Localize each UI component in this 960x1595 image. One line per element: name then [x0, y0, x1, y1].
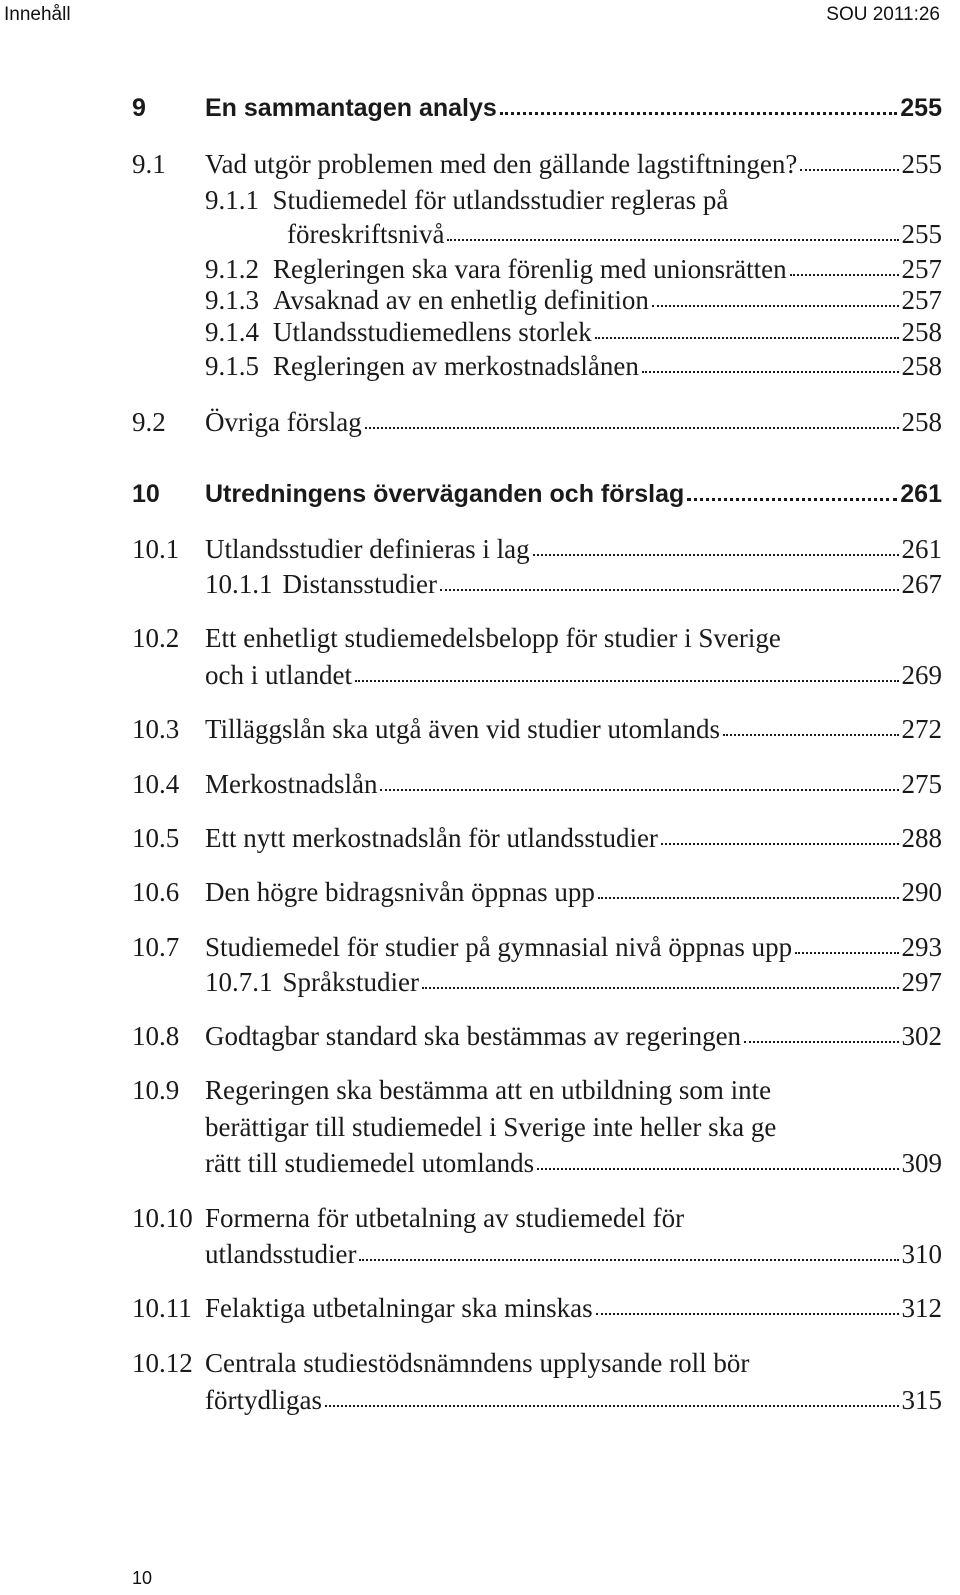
entry-number: 9.1.5 — [205, 351, 259, 381]
entry-number: 10.7.1 — [205, 967, 273, 997]
entry-number: 9.1.3 — [205, 285, 259, 315]
entry-number: 10.11 — [132, 1293, 192, 1323]
entry-title: En sammantagen analys — [205, 94, 497, 122]
entry-title: Den högre bidragsnivån öppnas upp — [205, 877, 595, 907]
entry-title-continued: och i utlandet — [205, 660, 352, 690]
entry-title: Centrala studiestödsnämndens upplysande roll bör — [205, 1348, 750, 1378]
entry-title: Godtagbar standard ska bestämmas av regeringen — [205, 1021, 742, 1051]
dot-leader — [790, 273, 899, 276]
running-header-section: Innehåll — [4, 4, 71, 25]
dot-leader — [795, 951, 898, 954]
entry-page: 257 — [901, 285, 942, 315]
toc-section-10-12-line2[interactable] — [205, 1380, 942, 1420]
entry-title: Ett nytt merkostnadslån för utlandsstudier — [205, 823, 658, 853]
running-header-report-id: SOU 2011:26 — [826, 4, 940, 25]
toc-section-9-1[interactable] — [132, 144, 942, 184]
entry-page: 275 — [901, 769, 942, 799]
entry-number: 10.3 — [132, 714, 180, 744]
dot-leader — [422, 986, 899, 989]
dot-leader — [642, 370, 899, 373]
dot-leader — [537, 1167, 898, 1170]
entry-page: 255 — [900, 94, 942, 122]
entry-title: Utredningens överväganden och förslag — [205, 480, 685, 508]
entry-page: 261 — [901, 534, 942, 564]
entry-number: 9.1 — [132, 149, 166, 179]
dot-leader — [598, 896, 899, 899]
entry-number: 10.1 — [132, 534, 180, 564]
entry-page: 290 — [901, 877, 942, 907]
entry-page: 293 — [901, 932, 942, 962]
entry-title: Studiemedel för studier på gymnasial nivå öppnas upp — [205, 932, 793, 962]
toc-subsection-10-7-1[interactable] — [205, 962, 942, 1002]
entry-title: Regleringen av merkostnadslånen — [273, 351, 639, 381]
entry-title: Regleringen ska vara förenlig med unionsrätten — [273, 254, 787, 284]
dot-leader — [440, 588, 899, 591]
entry-number: 10.5 — [132, 823, 180, 853]
entry-number: 9.1.1 — [205, 185, 259, 215]
dot-leader — [661, 842, 899, 845]
entry-title: Formerna för utbetalning av studiemedel för — [205, 1203, 685, 1233]
entry-page: 288 — [901, 823, 942, 853]
dot-leader — [744, 1040, 898, 1043]
dot-leader — [800, 168, 898, 171]
toc-section-10-11[interactable] — [132, 1288, 942, 1328]
toc-section-9-2[interactable] — [132, 402, 942, 442]
entry-number: 10.1.1 — [205, 569, 273, 599]
entry-title-continued: förtydligas — [205, 1385, 322, 1415]
toc-section-10-6[interactable] — [132, 872, 942, 912]
entry-title: Avsaknad av en enhetlig definition — [273, 285, 649, 315]
entry-page: 261 — [900, 480, 942, 508]
entry-title: Utlandsstudiemedlens storlek — [273, 317, 592, 347]
entry-page: 255 — [901, 219, 942, 249]
entry-title: Regeringen ska bestämma att en utbildning som inte — [205, 1075, 772, 1105]
entry-number: 10.8 — [132, 1021, 180, 1051]
toc-subsection-9-1-1-line2[interactable] — [287, 214, 942, 254]
entry-number: 10.9 — [132, 1075, 180, 1105]
toc-section-10-1[interactable] — [132, 529, 942, 569]
entry-page: 258 — [901, 317, 942, 347]
entry-title: Övriga förslag — [205, 407, 362, 437]
toc-section-10-3[interactable] — [132, 709, 942, 749]
dot-leader — [355, 679, 899, 682]
entry-title-continued: rätt till studiemedel utomlands — [205, 1148, 535, 1178]
toc-section-10-9-line1[interactable] — [132, 1070, 771, 1110]
entry-page: 269 — [901, 660, 942, 690]
dot-leader — [687, 497, 897, 501]
toc-section-10-2-line1[interactable] — [132, 618, 781, 658]
entry-number: 10.7 — [132, 932, 180, 962]
entry-title: Studiemedel för utlandsstudier regleras på — [272, 185, 729, 215]
entry-title: Tilläggslån ska utgå även vid studier utomlands — [205, 714, 720, 744]
dot-leader — [596, 1312, 899, 1315]
entry-number: 9 — [132, 94, 146, 122]
dot-leader — [500, 111, 897, 115]
dot-leader — [533, 553, 899, 556]
entry-number: 10.6 — [132, 877, 180, 907]
entry-page: 255 — [901, 149, 942, 179]
toc-section-10-2-line2[interactable] — [205, 655, 942, 695]
entry-number: 9.1.4 — [205, 317, 259, 347]
toc-section-10-5[interactable] — [132, 818, 942, 858]
entry-number: 9.2 — [132, 407, 166, 437]
entry-title-continued: föreskriftsnivå — [287, 219, 445, 249]
toc-chapter-9[interactable] — [132, 88, 942, 128]
toc-chapter-10[interactable] — [132, 474, 942, 514]
entry-title: Språkstudier — [282, 967, 419, 997]
toc-subsection-9-1-5[interactable] — [205, 346, 942, 386]
toc-section-10-9-line3[interactable] — [205, 1143, 942, 1183]
entry-page: 315 — [901, 1385, 942, 1415]
page-number: 10 — [132, 1568, 153, 1588]
dot-leader — [723, 733, 899, 736]
entry-number: 10 — [132, 480, 160, 508]
dot-leader — [325, 1404, 899, 1407]
dot-leader — [359, 1258, 898, 1261]
entry-title-continued: utlandsstudier — [205, 1239, 357, 1269]
entry-page: 272 — [901, 714, 942, 744]
toc-section-10-8[interactable] — [132, 1016, 942, 1056]
entry-page: 312 — [901, 1293, 942, 1323]
entry-page: 257 — [901, 254, 942, 284]
entry-number: 9.1.2 — [205, 254, 259, 284]
entry-title: Merkostnadslån — [205, 769, 378, 799]
entry-title: Ett enhetligt studiemedelsbelopp för studier i Sverige — [205, 623, 781, 653]
entry-number: 10.12 — [132, 1348, 193, 1378]
dot-leader — [380, 788, 898, 791]
toc-section-10-12-line1[interactable] — [132, 1343, 749, 1383]
entry-page: 267 — [901, 569, 942, 599]
entry-page: 258 — [901, 351, 942, 381]
entry-page: 302 — [901, 1021, 942, 1051]
toc-section-10-7[interactable] — [132, 927, 942, 967]
toc-section-10-9-line2: berättigar till studiemedel i Sverige inte heller ska ge — [205, 1112, 777, 1142]
entry-title: Distansstudier — [282, 569, 437, 599]
dot-leader — [595, 336, 899, 339]
entry-page: 297 — [901, 967, 942, 997]
entry-title: Vad utgör problemen med den gällande lagstiftningen? — [205, 149, 798, 179]
entry-number: 10.10 — [132, 1203, 193, 1233]
entry-page: 258 — [901, 407, 942, 437]
entry-number: 10.4 — [132, 769, 180, 799]
entry-page: 309 — [901, 1148, 942, 1178]
toc-subsection-10-1-1[interactable] — [205, 564, 942, 604]
entry-title: Felaktiga utbetalningar ska minskas — [205, 1293, 593, 1323]
entry-title: Utlandsstudier definieras i lag — [205, 534, 530, 564]
toc-section-10-10-line2[interactable] — [205, 1234, 942, 1274]
toc-section-10-4[interactable] — [132, 764, 942, 804]
dot-leader — [652, 304, 899, 307]
dot-leader — [365, 426, 899, 429]
entry-page: 310 — [901, 1239, 942, 1269]
dot-leader — [447, 238, 898, 241]
entry-number: 10.2 — [132, 623, 180, 653]
toc-section-10-10-line1[interactable] — [132, 1198, 684, 1238]
